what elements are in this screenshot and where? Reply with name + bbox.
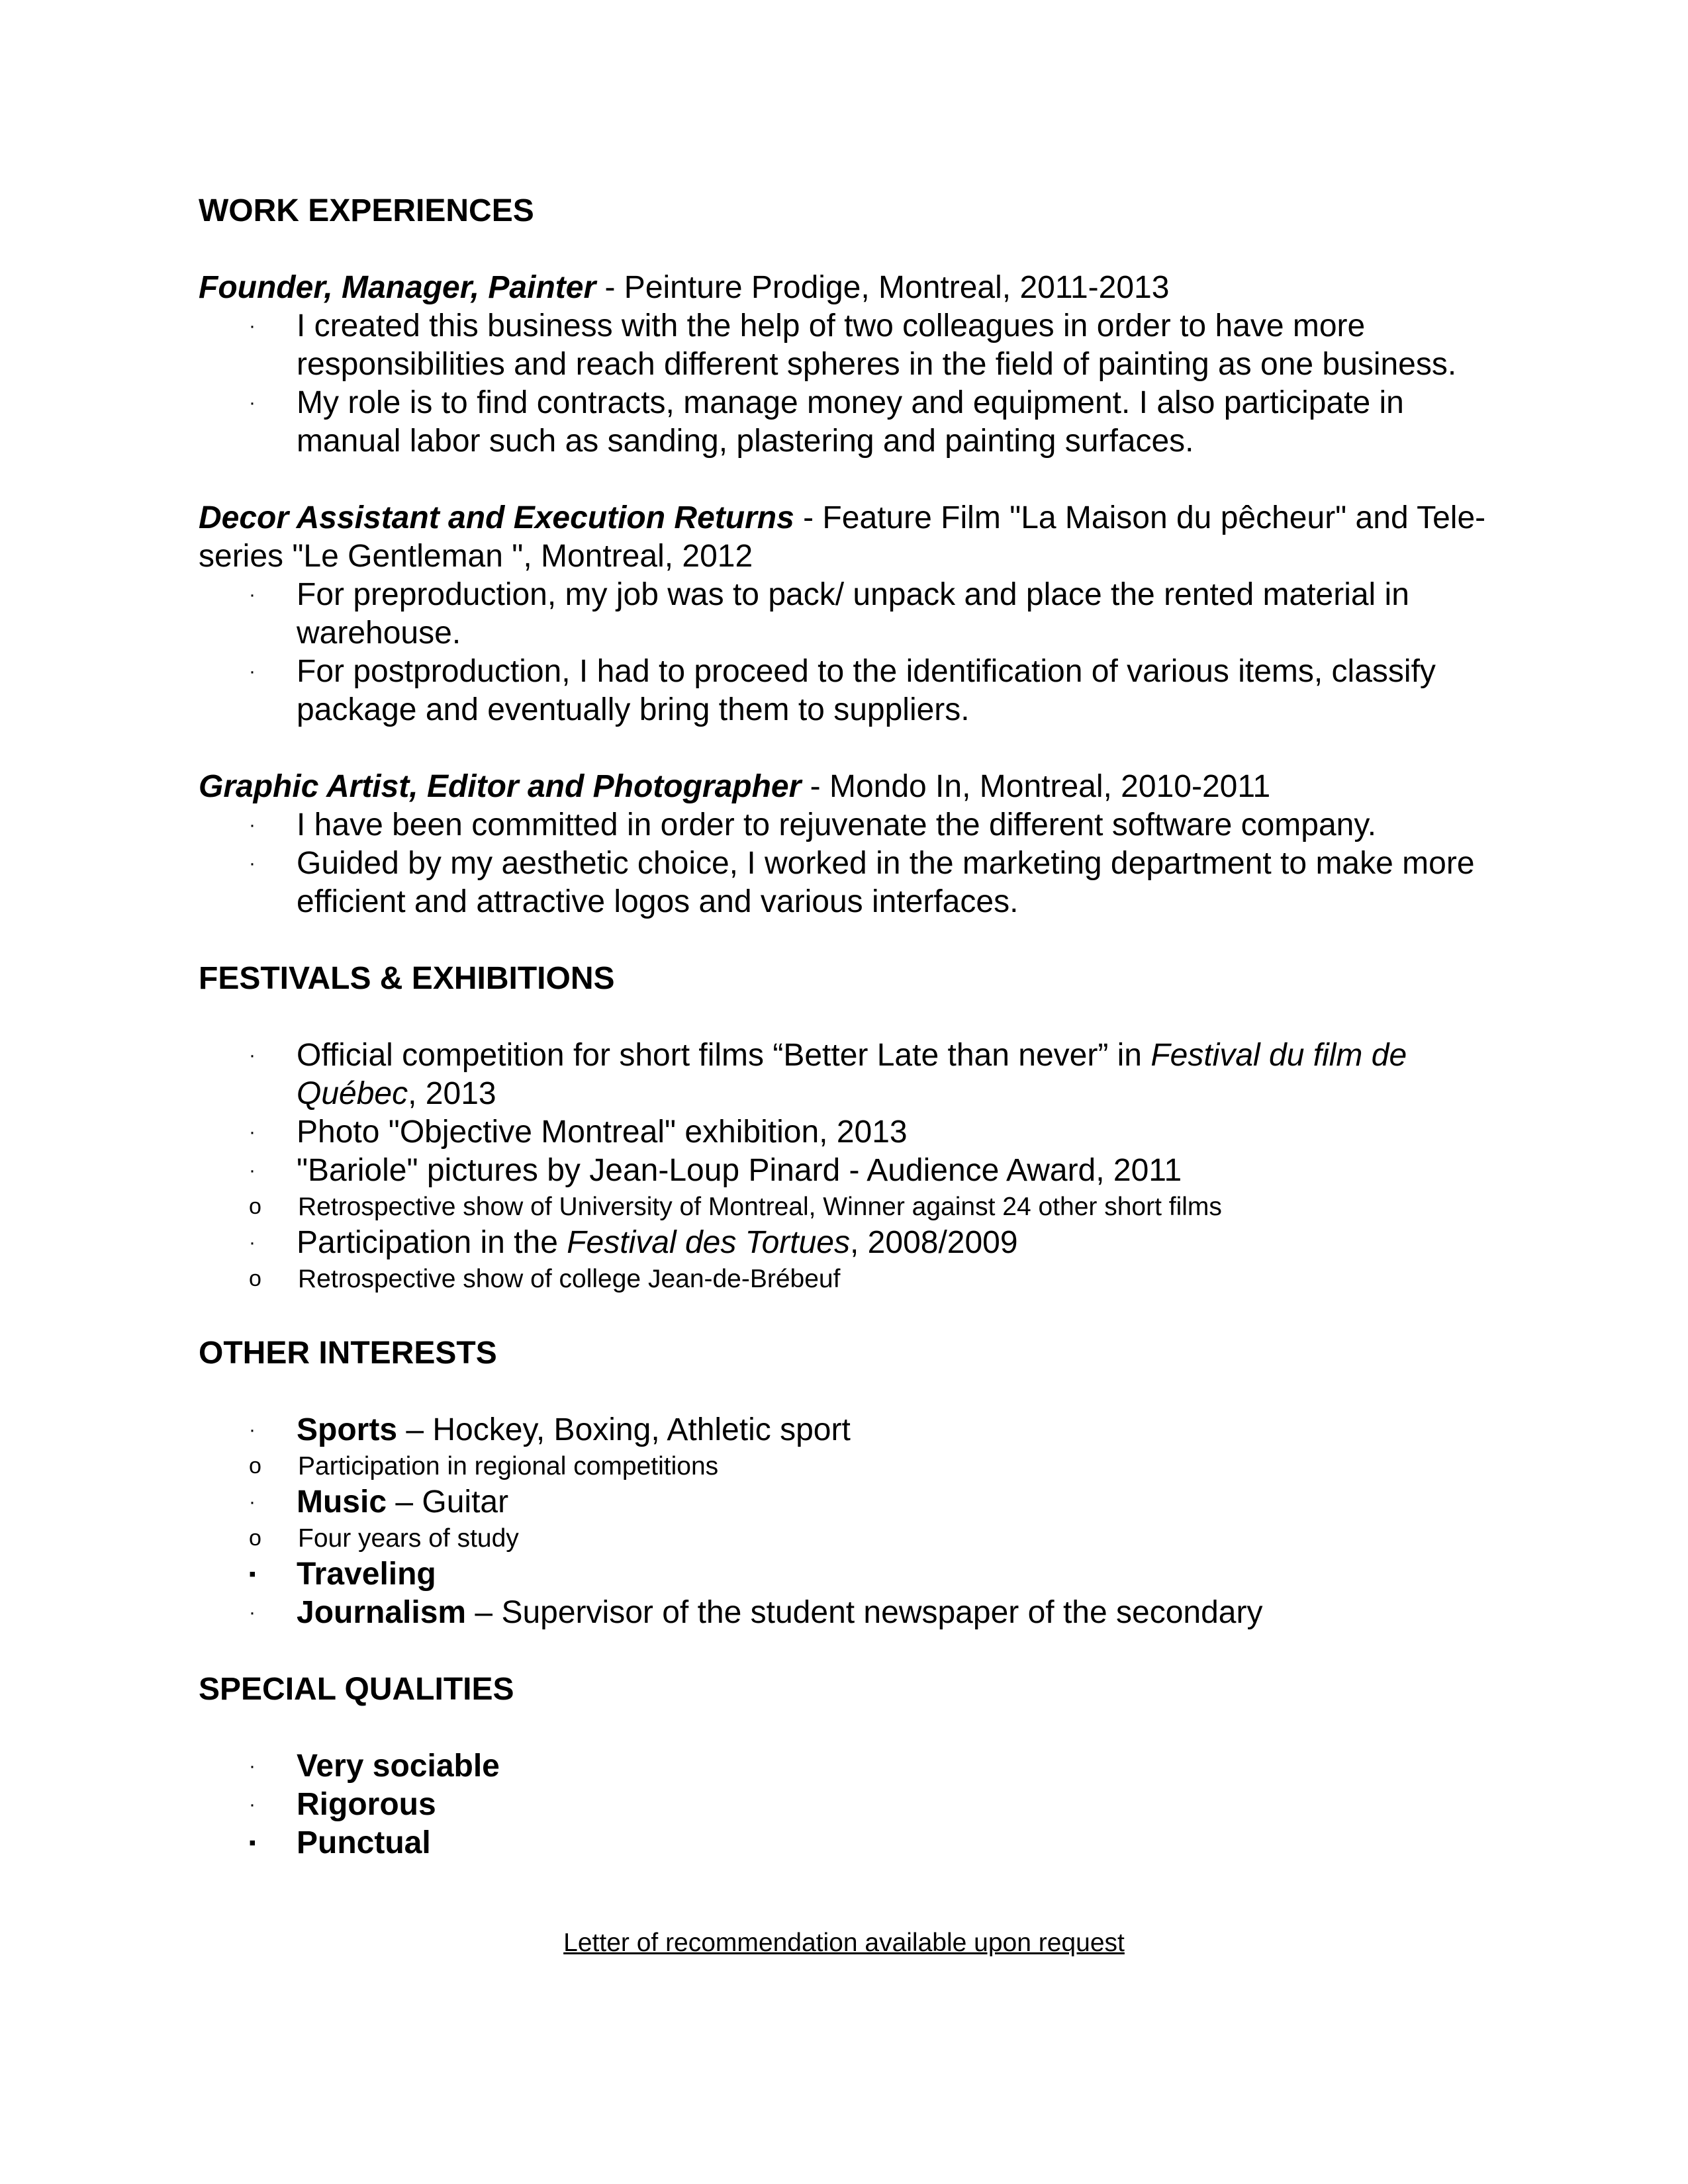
interest-item [199, 1483, 1509, 1555]
job-bullet-text: For postproduction, I had to proceed to the identification of various items, classify package and eventually bring them to suppliers. [297, 654, 1436, 727]
bullet-circle-icon: o [249, 1453, 261, 1479]
section-heading-interests: OTHER INTERESTS [199, 1336, 497, 1371]
work-experiences-section [199, 192, 1509, 921]
job-bullet [199, 307, 1509, 384]
interest-sub-list [199, 1449, 1509, 1483]
bullet-circle-icon: o [249, 1525, 261, 1551]
festival-year: , 2008/2009 [850, 1225, 1018, 1260]
qualities-section [199, 1670, 1509, 1862]
festival-sub-item [199, 1190, 1509, 1224]
bullet-dot-icon: · [249, 584, 256, 606]
interest-sub-text: Participation in regional competitions [298, 1452, 719, 1480]
resume-content [199, 192, 1509, 1862]
job-title-line [199, 768, 1509, 806]
quality-text: Very sociable [297, 1749, 500, 1784]
interest-text: – Supervisor of the student newspaper of the secondary [466, 1595, 1263, 1630]
job-details: - Mondo In, Montreal, 2010-2011 [801, 769, 1271, 804]
job-role: Founder, Manager, Painter [199, 270, 596, 305]
bullet-dot-icon: · [249, 1602, 256, 1623]
job-entry [199, 768, 1509, 921]
job-bullet-text: I have been committed in order to rejuvenate the different software company. [297, 807, 1377, 842]
interest-label: Journalism [297, 1595, 467, 1630]
section-heading-qualities: SPECIAL QUALITIES [199, 1672, 514, 1707]
festival-sub-item [199, 1262, 1509, 1296]
job-details: - Peinture Prodige, Montreal, 2011-2013 [596, 270, 1170, 305]
festival-item [199, 1036, 1509, 1113]
job-role: Graphic Artist, Editor and Photographer [199, 769, 802, 804]
bullet-dot-icon: · [249, 1491, 256, 1513]
bullet-dot-icon: · [249, 814, 256, 836]
interests-list [199, 1411, 1509, 1632]
job-bullet-text: My role is to find contracts, manage money and equipment. I also participate in manual labor such as sanding, plastering and painting surfaces. [297, 385, 1404, 459]
job-bullet [199, 806, 1509, 844]
interest-item [199, 1555, 1509, 1594]
job-bullet-text: For preproduction, my job was to pack/ unpack and place the rented material in warehouse. [297, 577, 1409, 651]
interest-label: Traveling [297, 1557, 436, 1592]
qualities-list [199, 1747, 1509, 1862]
bullet-circle-icon: o [249, 1194, 261, 1219]
job-bullet-text: Guided by my aesthetic choice, I worked in the marketing department to make more efficient and attractive logos and various interfaces. [297, 846, 1475, 919]
job-bullet-text: I created this business with the help of two colleagues in order to have more responsibilities and reach different spheres in the field of painting as one business. [297, 308, 1457, 382]
quality-item [199, 1786, 1509, 1824]
festivals-list [199, 1036, 1509, 1296]
interest-label: Music [297, 1484, 387, 1520]
festival-item [199, 1224, 1509, 1296]
quality-text: Punctual [297, 1825, 431, 1860]
job-entry [199, 499, 1509, 729]
quality-item [199, 1747, 1509, 1786]
job-details: - Feature Film "La Maison du pêcheur" and Tele-series "Le Gentleman ", Montreal, 2012 [199, 500, 1486, 574]
job-bullet [199, 653, 1509, 729]
bullet-square-icon: ▪ [249, 1563, 256, 1585]
festival-item [199, 1113, 1509, 1152]
interest-text: – Guitar [387, 1484, 509, 1520]
festival-sub-list [199, 1262, 1509, 1296]
recommendation-note: Letter of recommendation available upon request [563, 1929, 1125, 1957]
bullet-dot-icon: · [249, 1794, 256, 1815]
festival-sub-text: Retrospective show of college Jean-de-Brébeuf [298, 1265, 841, 1293]
bullet-dot-icon: · [249, 392, 256, 414]
job-bullet-list [199, 806, 1509, 921]
quality-item [199, 1824, 1509, 1862]
festival-sub-text: Retrospective show of University of Montreal, Winner against 24 other short films [298, 1193, 1222, 1221]
interest-sub-item [199, 1522, 1509, 1555]
section-heading-festivals: FESTIVALS & EXHIBITIONS [199, 961, 615, 996]
festival-text: "Bariole" pictures by Jean-Loup Pinard - Audience Award, 2011 [297, 1153, 1182, 1188]
bullet-dot-icon: · [249, 1160, 256, 1181]
bullet-dot-icon: · [249, 1755, 256, 1777]
festival-name: Festival des Tortues [567, 1225, 850, 1260]
bullet-dot-icon: · [249, 1044, 256, 1066]
festival-text: Photo "Objective Montreal" exhibition, 2013 [297, 1115, 908, 1150]
job-title-line [199, 269, 1509, 307]
job-entry [199, 269, 1509, 461]
festival-text: Participation in the [297, 1225, 567, 1260]
interest-text: – Hockey, Boxing, Athletic sport [397, 1412, 851, 1447]
job-bullet-list [199, 307, 1509, 461]
interest-label: Sports [297, 1412, 398, 1447]
interest-sub-list [199, 1522, 1509, 1555]
bullet-square-icon: ▪ [249, 1832, 256, 1854]
bullet-dot-icon: · [249, 1419, 256, 1441]
bullet-dot-icon: · [249, 315, 256, 337]
bullet-dot-icon: · [249, 852, 256, 874]
section-heading-work: WORK EXPERIENCES [199, 193, 534, 228]
bullet-circle-icon: o [249, 1266, 261, 1291]
festival-year: , 2013 [408, 1076, 496, 1111]
job-title-line [199, 499, 1509, 576]
festival-text: Official competition for short films “Better Late than never” in [297, 1038, 1151, 1073]
festival-sub-list [199, 1190, 1509, 1224]
interest-sub-text: Four years of study [298, 1524, 519, 1553]
interests-section [199, 1334, 1509, 1632]
interest-item [199, 1411, 1509, 1483]
interest-sub-item [199, 1449, 1509, 1483]
bullet-dot-icon: · [249, 1232, 256, 1253]
festival-item [199, 1152, 1509, 1224]
bullet-dot-icon: · [249, 1121, 256, 1143]
bullet-dot-icon: · [249, 660, 256, 682]
festivals-section [199, 960, 1509, 1296]
job-role: Decor Assistant and Execution Returns [199, 500, 794, 535]
job-bullet [199, 844, 1509, 921]
festival-name: Festival du film de Québec [297, 1038, 1407, 1111]
job-bullet [199, 384, 1509, 461]
job-bullet-list [199, 576, 1509, 729]
interest-item [199, 1594, 1509, 1632]
quality-text: Rigorous [297, 1787, 436, 1822]
job-bullet [199, 576, 1509, 653]
